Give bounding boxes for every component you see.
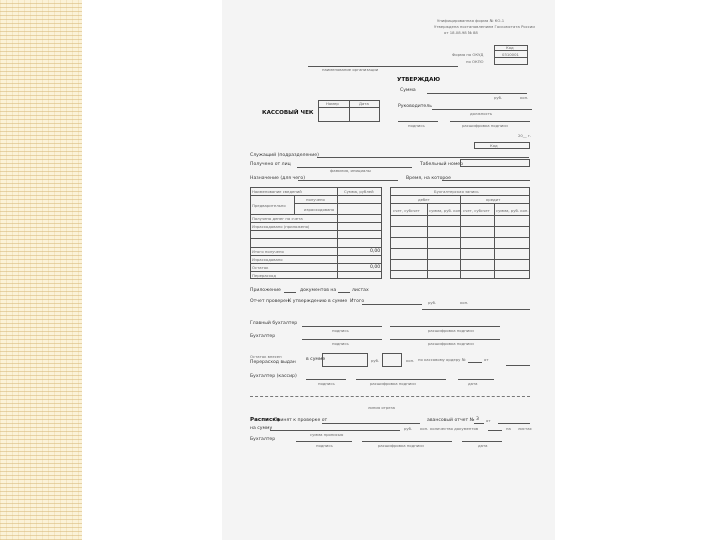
remainder-kop-box	[382, 353, 402, 367]
left-row-money: Получено денег на счета	[252, 216, 303, 221]
total-value-1: 0,00	[370, 249, 381, 254]
code-box	[474, 142, 530, 149]
document-title: КАССОВЫЙ ЧЕК	[262, 110, 314, 116]
receipt-number: 3	[476, 417, 479, 422]
period-label: Время, на которое	[406, 176, 451, 181]
total-value-2: 0,00	[370, 265, 381, 270]
approve-position: должность	[470, 111, 493, 116]
receipt-on: на	[506, 426, 511, 431]
left-header-1: Наименование сведений	[252, 189, 302, 194]
approve-kop: коп.	[520, 95, 529, 100]
form-header-line-1: Унифицированная форма № КО-1	[437, 18, 505, 23]
approve-signature: подпись	[408, 123, 425, 128]
remainder-sum-box	[322, 353, 368, 367]
right-col-3: счет, субсчет	[463, 208, 490, 213]
right-col-2: сумма, руб. коп.	[429, 208, 462, 213]
date-col: Дата	[359, 101, 369, 106]
receipt-rub: руб.	[404, 426, 413, 431]
right-col-1: счет, субсчет	[393, 208, 420, 213]
cashier-label: Бухгалтер (кассир)	[250, 374, 297, 379]
report-check-label: Отчет проверен.	[250, 299, 291, 304]
tabel-box	[460, 159, 530, 167]
approve-sum-text: К утверждению в сумме	[288, 299, 348, 304]
right-header: Бухгалтерская запись	[434, 189, 479, 194]
code-label: Код	[506, 45, 514, 50]
number-col: Номер	[326, 101, 339, 106]
receipt-signature: подпись	[316, 443, 333, 448]
okpo-label: по ОКПО	[466, 59, 484, 64]
attachment-sheets: листах	[352, 288, 369, 293]
form-header-line-2: Утверждена постановлением Госкомстата России	[434, 24, 535, 29]
report-word: Итого	[350, 299, 365, 304]
sign-caption: фамилия, инициалы	[330, 168, 371, 173]
receipt-sum-words: сумма прописью	[310, 432, 344, 437]
remainder-in-sum: в сумме	[306, 357, 326, 362]
credit-label: кредит	[486, 197, 501, 202]
cashier-decoding: расшифровка подписи	[370, 381, 416, 386]
tabel-label: Табельный номер	[420, 162, 464, 167]
left-header-2: Сумма, рублей	[344, 189, 374, 194]
chief-accountant-label: Главный бухгалтер	[250, 321, 298, 326]
receipt-date: дата	[478, 443, 488, 448]
receipt-decoding: расшифровка подписи	[378, 443, 424, 448]
right-col-4: сумма, руб. коп.	[496, 208, 529, 213]
remainder-rub: руб.	[371, 358, 380, 363]
accountant-signature: подпись	[332, 341, 349, 346]
left-row-attached: Израсходовано (приложено)	[252, 224, 310, 229]
approve-sum-label: Сумма	[400, 88, 416, 93]
cashier-signature: подпись	[318, 381, 335, 386]
cashier-date: дата	[468, 381, 478, 386]
okud-label: Форма по ОКУД	[452, 52, 484, 57]
left-row-advance: Предварительно	[252, 203, 286, 208]
receipt-sheets: листах	[518, 426, 532, 431]
left-row-total-spent: Израсходовано	[252, 257, 283, 262]
employee-label: Служащий (подразделение)	[250, 153, 319, 158]
remainder-order: по кассовому ордеру №	[418, 357, 466, 362]
attachment-label: Приложение	[250, 288, 281, 293]
approve-head-label: Руководитель	[398, 104, 432, 109]
approve-rub: руб.	[494, 95, 503, 100]
overspend-label: Перерасход выдан	[250, 360, 296, 365]
report-rub: руб.	[428, 300, 437, 305]
left-row-received: получено	[306, 197, 325, 202]
receipt-sum-label: на сумму	[250, 426, 273, 431]
chief-signature: подпись	[332, 328, 349, 333]
receipt-title: Расписка	[250, 417, 280, 423]
remainder-kop: коп.	[406, 358, 415, 363]
approve-decoding: расшифровка подписи	[462, 123, 508, 128]
code-box-label: Код	[490, 143, 498, 148]
receipt-acc: Бухгалтер	[250, 437, 276, 442]
accountant-label: Бухгалтер	[250, 334, 276, 339]
tear-line-label: линия отреза	[368, 405, 395, 410]
document-page	[222, 0, 555, 540]
decorative-stripe	[0, 0, 82, 540]
approve-title: УТВЕРЖДАЮ	[397, 77, 441, 83]
report-kop: коп.	[460, 300, 469, 305]
okud-value: 0310001	[502, 52, 519, 57]
receipt-accepted: Принят к проверке от	[274, 418, 328, 423]
left-row-remainder: Остаток	[252, 265, 269, 270]
approve-year: 20__ г.	[518, 133, 532, 138]
attachment-docs: документов на	[300, 288, 337, 293]
left-row-overspend: Перерасход	[252, 273, 276, 278]
left-row-total-received: Итого получено	[252, 249, 284, 254]
receipt-docs: количество документов	[430, 426, 479, 431]
receipt-advance: авансовый отчет №	[427, 418, 475, 423]
receipt-kop: коп.	[420, 426, 429, 431]
chief-decoding: расшифровка подписи	[428, 328, 474, 333]
remainder-label: Остаток внесен	[250, 354, 282, 359]
accountant-decoding: расшифровка подписи	[428, 341, 474, 346]
remainder-from: от	[484, 357, 489, 362]
purpose-label: Назначение (для чего)	[250, 176, 306, 181]
organization-caption: наименование организации	[322, 67, 379, 72]
receipt-from: от	[486, 418, 491, 423]
received-from-label: Получено от лиц	[250, 162, 291, 167]
form-header-line-3: от 18.08.98 № 88	[444, 30, 478, 35]
debit-label: дебет	[418, 197, 430, 202]
left-row-spent: израсходовано	[304, 207, 335, 212]
